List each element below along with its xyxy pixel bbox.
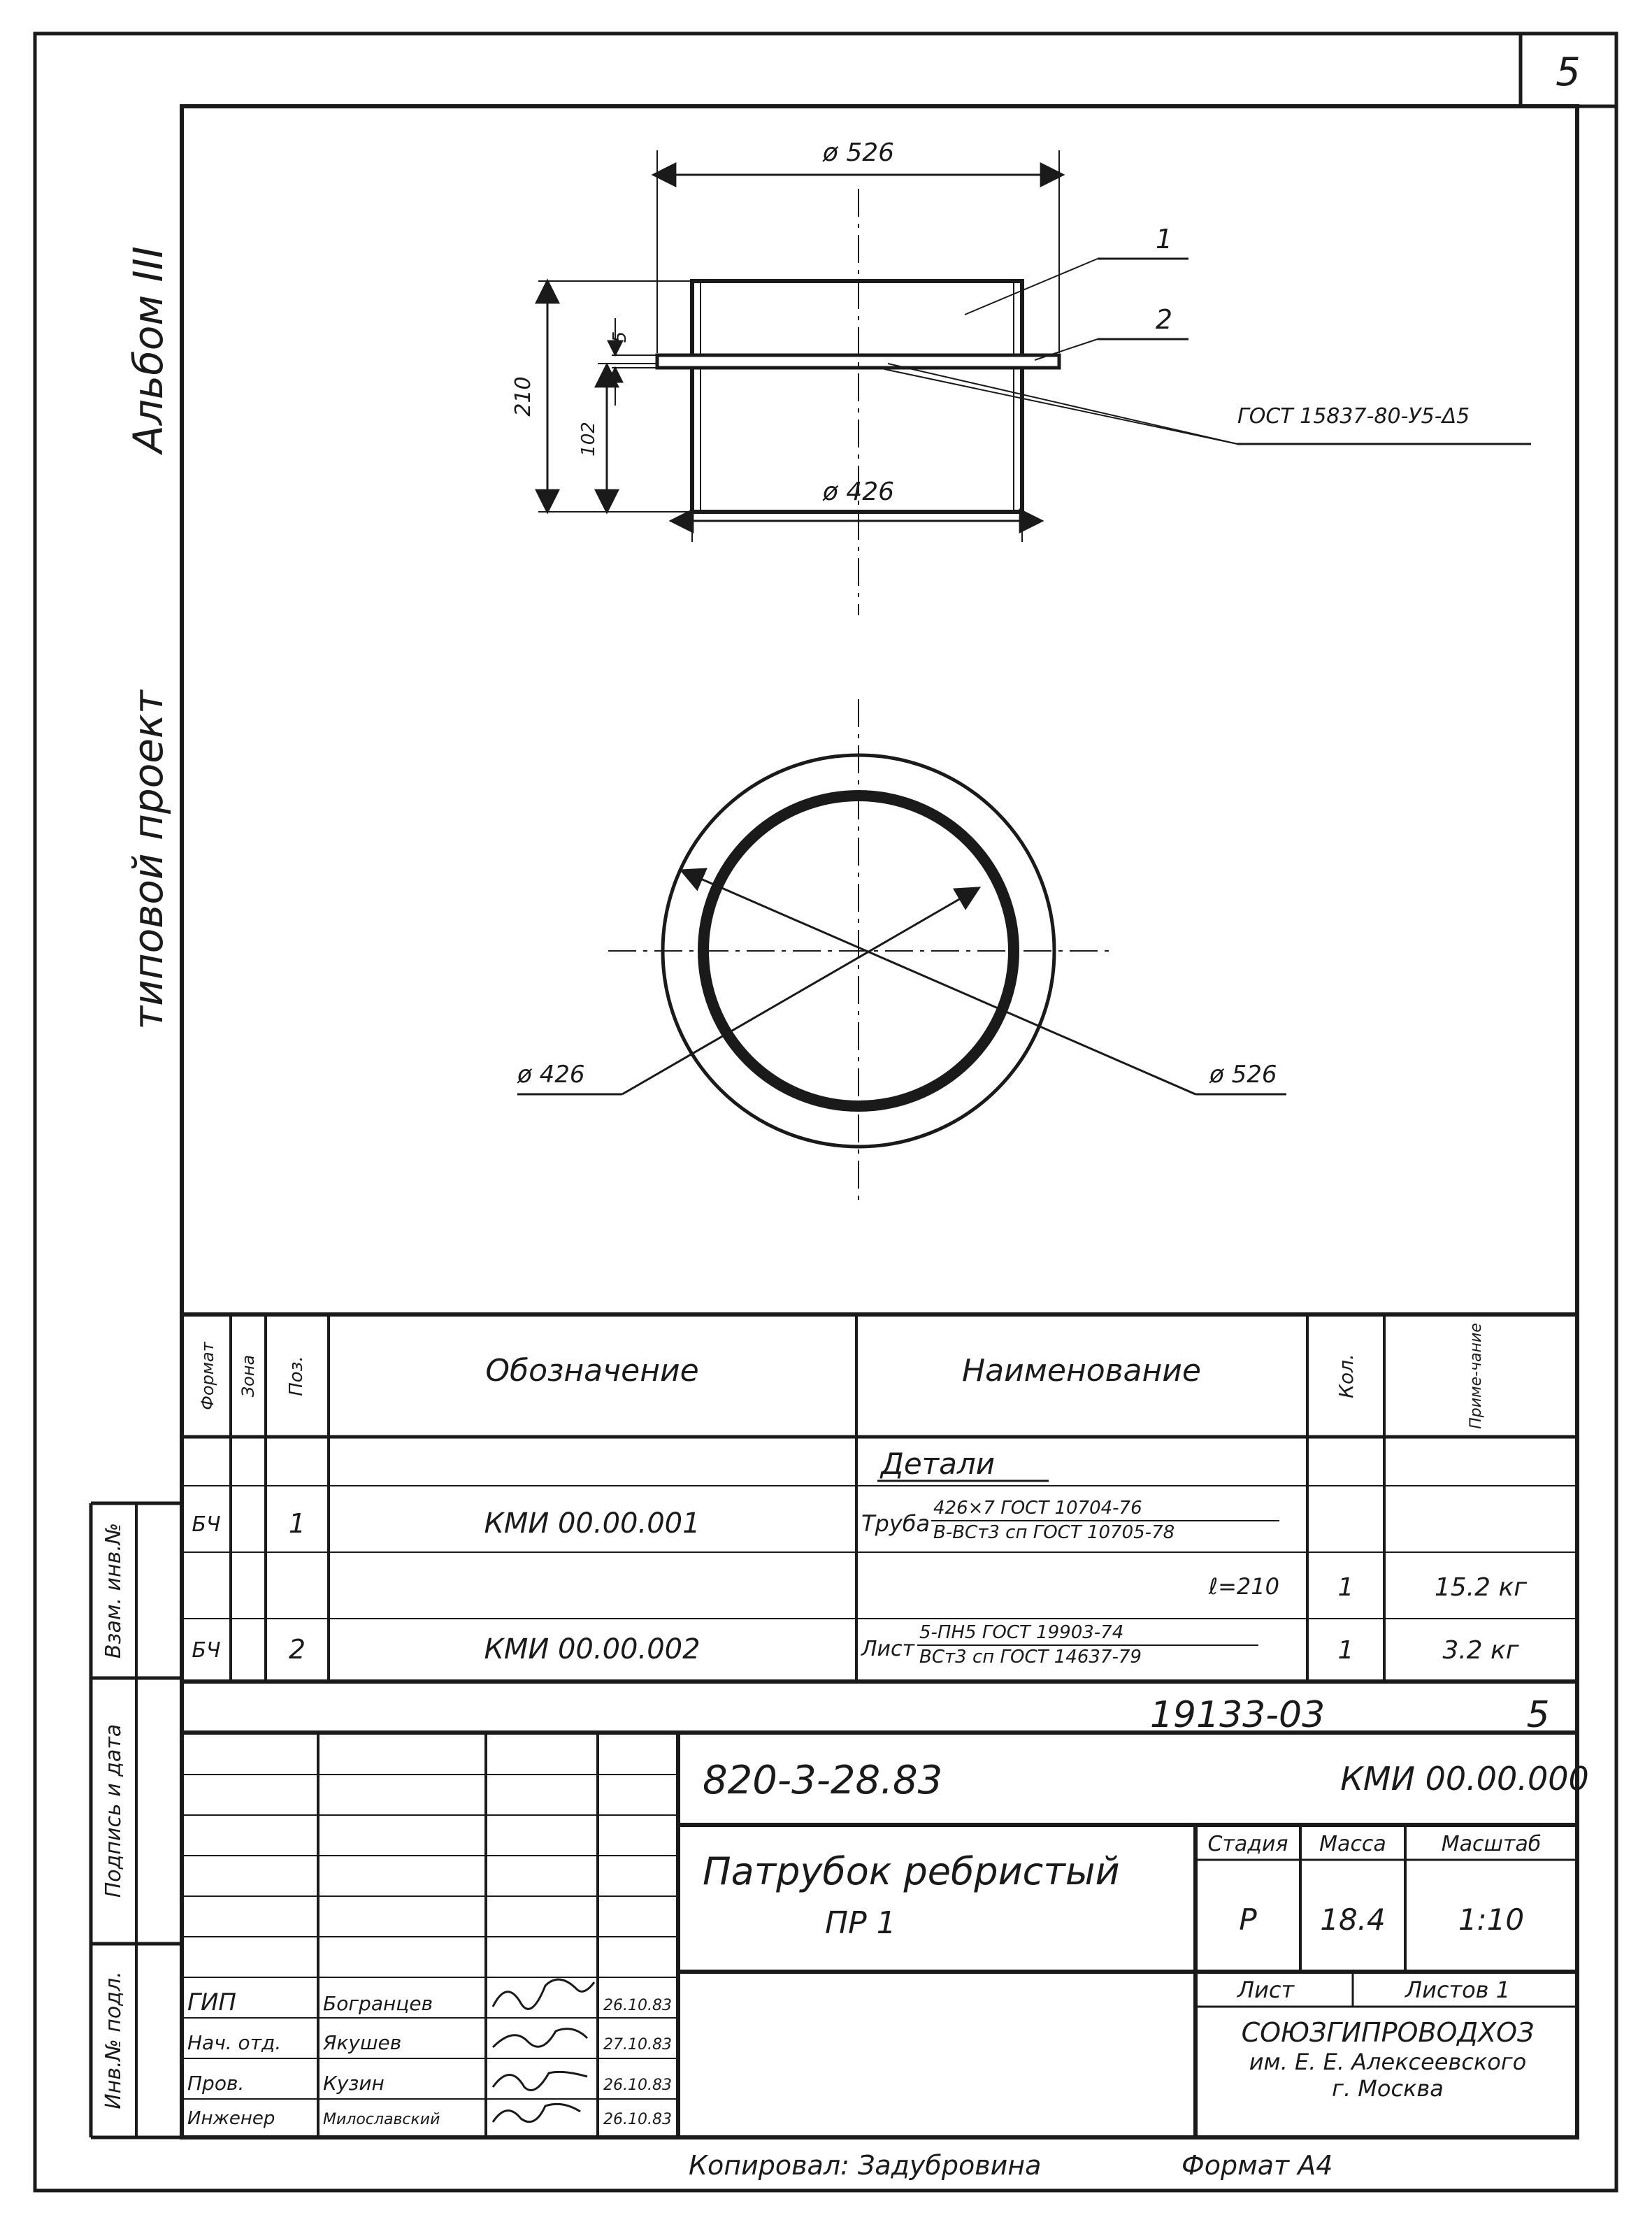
dim-rib-thickness: 5 (610, 331, 631, 343)
spec-table (182, 1314, 1577, 1682)
row1-format: БЧ (192, 1512, 221, 1537)
row2-designation: КМИ 00.00.002 (484, 1633, 701, 1665)
signature-4 (493, 2104, 580, 2122)
person4-role: Инженер (187, 2108, 275, 2129)
org-line3: г. Москва (1332, 2075, 1444, 2102)
title-line2: ПР 1 (825, 1905, 896, 1941)
row1-pos: 1 (288, 1508, 306, 1539)
person2-name: Якушев (323, 2031, 402, 2054)
dim-bottom: ø 426 (822, 478, 895, 506)
leader-1: 1 (1155, 224, 1173, 255)
header-note: Приме-чание (1467, 1323, 1485, 1429)
row1-name-prefix: Труба (861, 1510, 931, 1537)
plan-dim-outer: ø 526 (1209, 1061, 1277, 1089)
side-podpis-data: Подпись и дата (101, 1723, 126, 1898)
header-designation: Обозначение (485, 1353, 699, 1389)
row2-pos: 2 (288, 1634, 306, 1665)
title-block (182, 1694, 1589, 2137)
header-qty: Кол. (1335, 1354, 1358, 1398)
side-vzam-inv: Взам. инв.№ (101, 1522, 126, 1659)
org-line1: СОЮЗГИПРОВОДХОЗ (1241, 2017, 1535, 2048)
person2-role: Нач. отд. (187, 2031, 282, 2054)
row1-name-top: 426×7 ГОСТ 10704-76 (933, 1498, 1142, 1519)
row1-qty: 1 (1337, 1573, 1354, 1602)
copied-by: Копировал: Задубровина (689, 2150, 1042, 2181)
person1-date: 26.10.83 (603, 1997, 672, 2014)
row2-name-bottom: ВСт3 сп ГОСТ 14637-79 (919, 1647, 1142, 1668)
section-title: Детали (881, 1447, 995, 1481)
dim-top: ø 526 (822, 138, 895, 167)
row1-length: ℓ=210 (1208, 1573, 1279, 1600)
stage-label: Стадия (1207, 1832, 1288, 1856)
person3-role: Пров. (187, 2072, 245, 2095)
title-line1: Патрубок ребристый (703, 1849, 1120, 1893)
side-album: Альбом III (124, 246, 172, 453)
person1-name: Богранцев (323, 1992, 433, 2015)
dim-height: 210 (511, 376, 536, 417)
plan-view (517, 699, 1286, 1203)
person3-date: 26.10.83 (603, 2077, 672, 2094)
plan-dim-inner: ø 426 (517, 1061, 585, 1089)
signature-3 (493, 2072, 587, 2090)
signature-2 (493, 2029, 587, 2047)
person1-role: ГИП (187, 1988, 236, 2016)
leader-2: 2 (1155, 304, 1173, 335)
stage-value: Р (1239, 1902, 1257, 1937)
sheet-number: 5 (1556, 50, 1581, 95)
side-project-type: типовой проект (124, 690, 172, 1030)
scale-label: Масштаб (1441, 1832, 1542, 1856)
header-pos: Поз. (286, 1356, 307, 1396)
format-note: Формат А4 (1181, 2150, 1333, 2181)
header-zone: Зона (238, 1354, 258, 1398)
row1-designation: КМИ 00.00.001 (484, 1507, 701, 1540)
person4-date: 26.10.83 (603, 2111, 672, 2128)
signature-1 (493, 1979, 594, 2009)
row2-qty: 1 (1337, 1636, 1354, 1665)
row2-name-top: 5-ПН5 ГОСТ 19903-74 (919, 1622, 1124, 1643)
header-name: Наименование (962, 1353, 1201, 1389)
row2-format: БЧ (192, 1638, 221, 1663)
weld-note: ГОСТ 15837-80-У5-Δ5 (1237, 404, 1470, 429)
org-line2: им. Е. Е. Алексеевского (1249, 2049, 1527, 2075)
dim-rib-offset: 102 (578, 422, 599, 457)
row1-name-bottom: В-ВСт3 сп ГОСТ 10705-78 (933, 1522, 1175, 1543)
sheets-label: Листов 1 (1405, 1977, 1511, 2003)
mass-value: 18.4 (1320, 1902, 1386, 1937)
row2-note: 3.2 кг (1442, 1636, 1519, 1665)
person4-name: Милославский (323, 2111, 440, 2128)
row2-name-prefix: Лист (861, 1637, 915, 1661)
inventory-number: 19133-03 (1149, 1694, 1326, 1736)
person3-name: Кузин (323, 2072, 385, 2095)
scale-value: 1:10 (1458, 1902, 1525, 1937)
inventory-sheet: 5 (1526, 1694, 1550, 1736)
mass-label: Масса (1319, 1832, 1386, 1856)
elevation-view (511, 138, 1531, 615)
side-inv-podl: Инв.№ подл. (101, 1971, 126, 2109)
series-code: 820-3-28.83 (703, 1758, 943, 1803)
row1-note: 15.2 кг (1434, 1573, 1528, 1602)
person2-date: 27.10.83 (603, 2036, 672, 2054)
header-format: Формат (198, 1342, 217, 1410)
sheet-label: Лист (1237, 1977, 1295, 2003)
document-code: КМИ 00.00.000 (1340, 1760, 1589, 1798)
